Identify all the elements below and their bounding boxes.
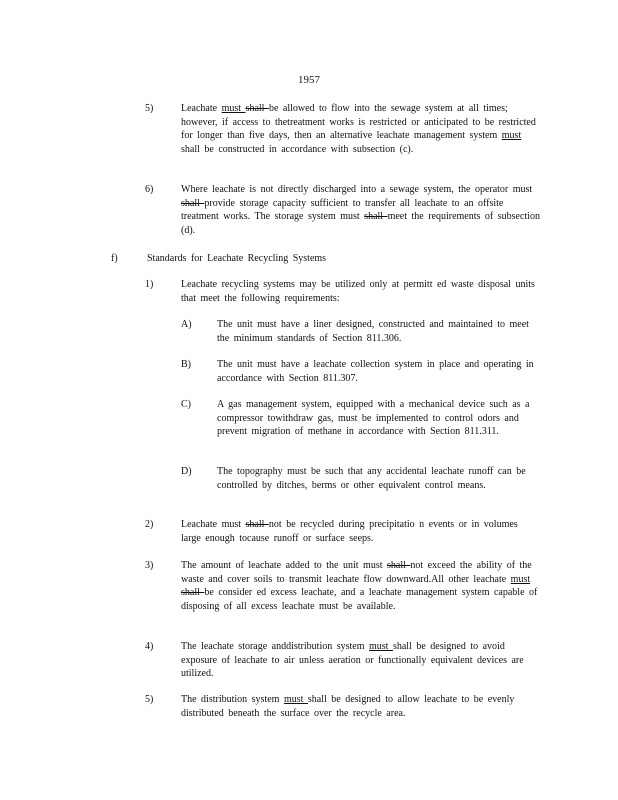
item-text: The distribution system must shall be designed to allow leachate to be evenly distributed beneath the surface over the recycle area. xyxy=(181,694,515,719)
item-number: 4) xyxy=(145,641,154,652)
paragraph-f1-A xyxy=(181,318,543,345)
item-text: Leachate recycling systems may be utilized only at permitt ed waste disposal units that meet the following requirements: xyxy=(181,279,535,304)
page-number: 1957 xyxy=(298,74,320,86)
paragraph-f1-C xyxy=(181,398,543,439)
item-number: 5) xyxy=(145,103,154,114)
paragraph-f3 xyxy=(145,559,540,613)
paragraph-f1 xyxy=(145,278,535,305)
item-text: The topography must be such that any accidental leachate runoff can be controlled by ditches, berms or other equivalent control means. xyxy=(217,466,526,491)
item-text: The leachate storage anddistribution system must shall be designed to avoid exposure of leachate to air unless aeration or functionally equivalent devices are utilized. xyxy=(181,641,524,680)
item-number: D) xyxy=(181,466,192,477)
item-number: A) xyxy=(181,319,192,330)
item-number: 3) xyxy=(145,560,154,571)
paragraph-e5 xyxy=(145,102,540,156)
item-number: 2) xyxy=(145,519,154,530)
item-number: C) xyxy=(181,399,191,410)
section-title: Standards for Leachate Recycling Systems xyxy=(147,253,327,264)
item-number: 5) xyxy=(145,694,154,705)
paragraph-e6 xyxy=(145,183,540,237)
item-text: The amount of leachate added to the unit must shall not exceed the ability of the waste and cover soils to transmit leachate flow downward.All other leachate must shall be consider ed excess leachate, and a leachate management system capable of disposing of all excess leachate must be available. xyxy=(181,560,538,612)
paragraph-f2 xyxy=(145,518,540,545)
paragraph-f1-D xyxy=(181,465,543,492)
item-text: Leachate must shall be allowed to flow into the sewage system at all times; however, if access to thetreatment works is restricted or anticipated to be restricted for longer than five days, then an alternative leachate management system must shall be constructed in accordance with subsection (c). xyxy=(181,103,536,155)
item-text: The unit must have a leachate collection system in place and operating in accordance with Section 811.307. xyxy=(217,359,534,384)
item-number: B) xyxy=(181,359,191,370)
item-text: Leachate must shall not be recycled during precipitatio n events or in volumes large enough tocause runoff or surface seeps. xyxy=(181,519,518,544)
item-number: 1) xyxy=(145,279,154,290)
item-number: f) xyxy=(111,253,118,264)
item-text: The unit must have a liner designed, constructed and maintained to meet the minimum standards of Section 811.306. xyxy=(217,319,529,344)
item-text: A gas management system, equipped with a mechanical device such as a compressor towithdraw gas, must be implemented to control odors and prevent migration of methane in accordance with Section 811.311. xyxy=(217,399,530,438)
item-text: Where leachate is not directly discharged into a sewage system, the operator must shall provide storage capacity sufficient to transfer all leachate to an offsite treatment works. The storage system must shall meet the requirements of subsection (d). xyxy=(181,184,540,236)
section-heading-f xyxy=(111,252,511,266)
item-number: 6) xyxy=(145,184,154,195)
paragraph-f5 xyxy=(145,693,540,720)
paragraph-f4 xyxy=(145,640,540,681)
paragraph-f1-B xyxy=(181,358,543,385)
